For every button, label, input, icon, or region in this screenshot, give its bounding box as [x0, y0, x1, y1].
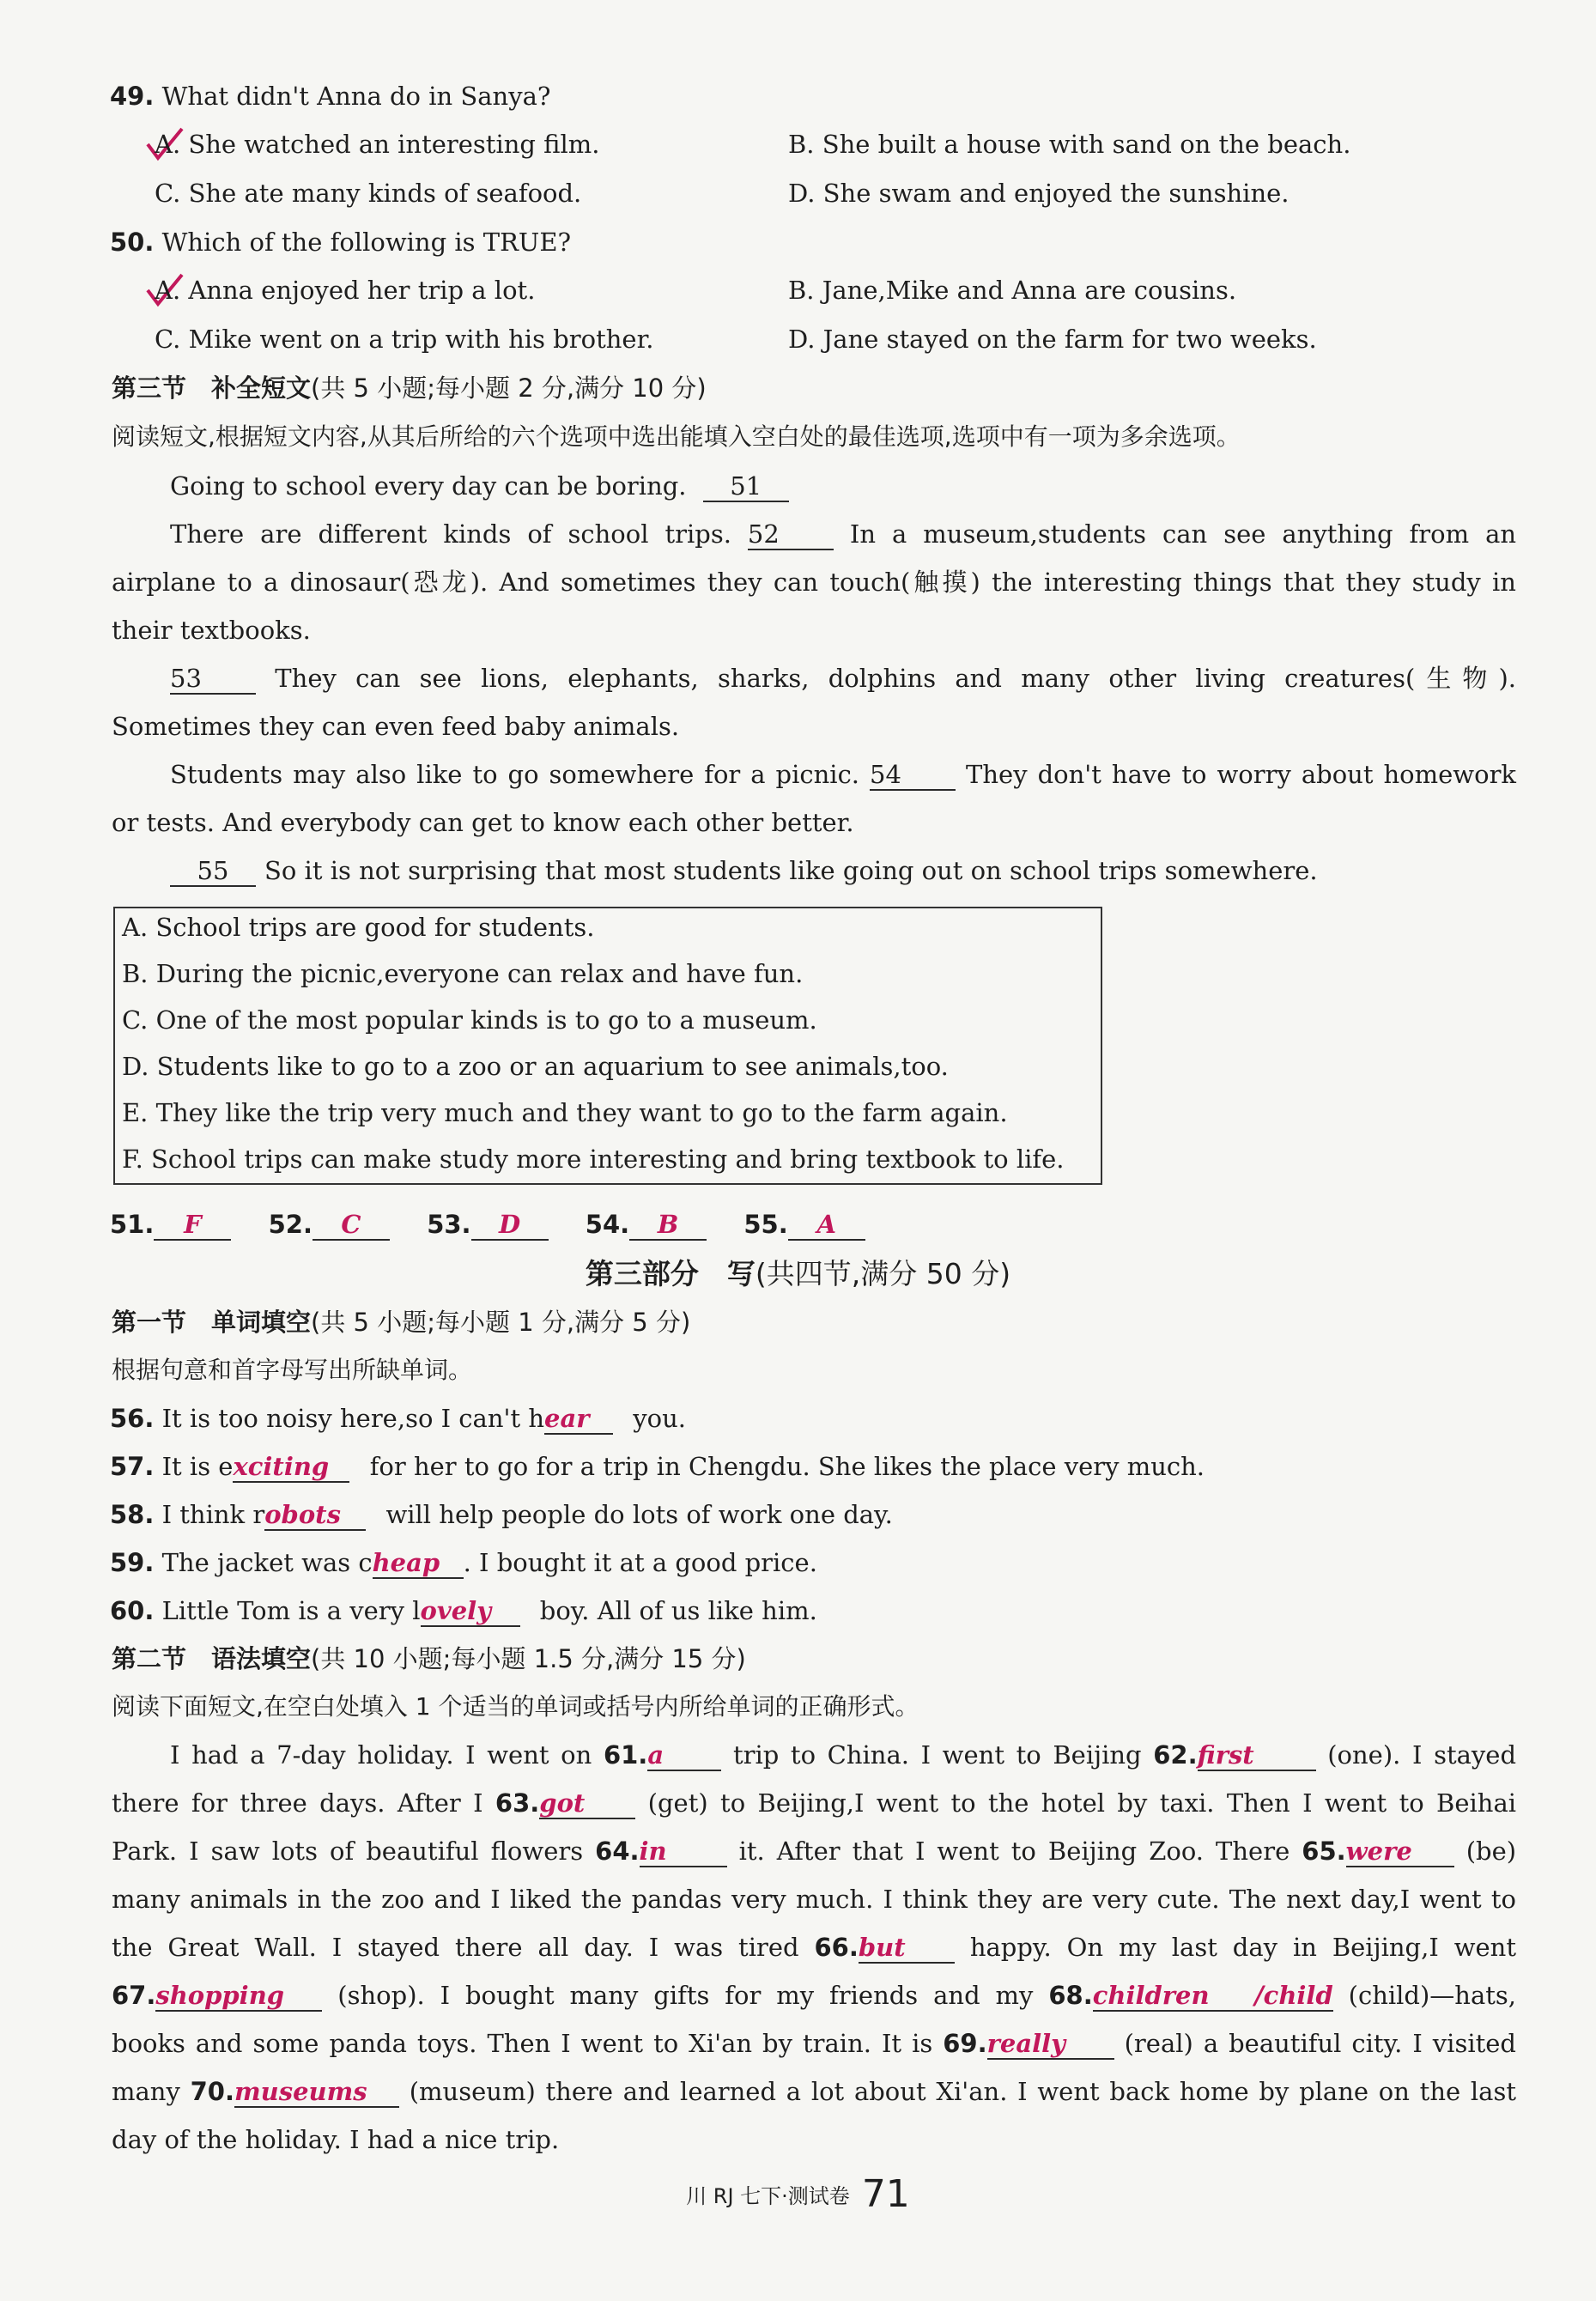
- passage-text: (one). I stayed: [1327, 1740, 1517, 1770]
- answer-row: [110, 1207, 865, 1242]
- question-text: It is too noisy here,so I can't h: [161, 1404, 545, 1433]
- passage-line: or tests. And everybody can get to know each other better.: [112, 808, 854, 837]
- answer-52: C: [313, 1210, 390, 1241]
- option-e: E. They like the trip very much and they want to go to the farm again.: [122, 1098, 1008, 1127]
- answer-62: first: [1198, 1740, 1316, 1771]
- answer-51: F: [154, 1210, 231, 1241]
- passage-text: there for three days. After I: [112, 1788, 483, 1818]
- blank-number: 62.: [1153, 1740, 1198, 1770]
- option-f: F. School trips can make study more interesting and bring textbook to life.: [122, 1144, 1065, 1174]
- answer-59: heap: [373, 1548, 464, 1579]
- answer-54: B: [629, 1210, 707, 1241]
- question-number: 57.: [110, 1452, 155, 1481]
- passage-line: [170, 661, 1516, 695]
- passage-line: airplane to a dinosaur(恐龙). And sometimes they can touch(触摸) the interesting things that they study in: [112, 568, 1516, 597]
- question-number: 50.: [110, 228, 155, 257]
- question-text: will help people do lots of work one day.: [385, 1500, 893, 1529]
- passage-text: (real) a beautiful city. I visited: [1124, 2029, 1516, 2058]
- question-56: [110, 1401, 686, 1436]
- answer-number: 53.: [427, 1210, 471, 1239]
- answer-67: shopping: [155, 1981, 322, 2012]
- blank-number: 70.: [190, 2077, 234, 2106]
- section-note: (共 10 小题;每小题 1.5 分,满分 15 分): [311, 1644, 746, 1673]
- question-59: [110, 1545, 817, 1580]
- blank-number: 67.: [112, 1981, 156, 2010]
- passage-text: (shop). I bought many gifts for my friends and my: [337, 1981, 1034, 2010]
- page-footer: [0, 2172, 1596, 2216]
- blank-52: 52: [748, 519, 834, 550]
- section-note: (共 5 小题;每小题 1 分,满分 5 分): [311, 1308, 691, 1337]
- option-a: A. School trips are good for students.: [122, 913, 595, 942]
- passage-text: I had a 7-day holiday. I went on: [170, 1740, 592, 1770]
- option-c: C. One of the most popular kinds is to go to a museum.: [122, 1005, 817, 1035]
- answer-63: got: [539, 1788, 635, 1819]
- passage-line: [112, 1834, 1516, 1868]
- passage-line: [112, 1978, 1516, 2013]
- passage-text: (child)—hats,: [1348, 1981, 1517, 2010]
- answer-61: a: [647, 1740, 721, 1771]
- blank-number: 65.: [1302, 1837, 1346, 1866]
- question-stem: What didn't Anna do in Sanya?: [161, 82, 551, 111]
- passage-text: (get) to Beijing,I went to the hotel by taxi. Then I went to Beihai: [647, 1788, 1517, 1818]
- answer-60: ovely: [421, 1596, 520, 1627]
- passage-text: many: [112, 2077, 180, 2106]
- blank-54: 54: [870, 760, 956, 791]
- passage-text: Park. I saw lots of beautiful flowers: [112, 1837, 584, 1866]
- passage-text: Students may also like to go somewhere for a picnic.: [170, 760, 860, 789]
- passage-text: happy. On my last day in Beijing,I went: [969, 1933, 1517, 1962]
- question-57: [110, 1449, 1205, 1484]
- answer-number: 55.: [743, 1210, 788, 1239]
- blank-number: 66.: [814, 1933, 859, 1962]
- question-text: It is e: [161, 1452, 234, 1481]
- question-number: 49.: [110, 82, 155, 111]
- passage-text: (museum) there and learned a lot about Xi'an. I went back home by plane on the last: [409, 2077, 1517, 2106]
- question-number: 60.: [110, 1596, 155, 1625]
- passage-text: books and some panda toys. Then I went to Xi'an by train. It is: [112, 2029, 933, 2058]
- blank-53: 53: [170, 664, 256, 695]
- passage-text: So it is not surprising that most students like going out on school trips somewhere.: [264, 856, 1318, 885]
- passage-line: [170, 1738, 1516, 1772]
- option-49-a: A. She watched an interesting film.: [155, 130, 600, 159]
- passage-line: day of the holiday. I had a nice trip.: [112, 2125, 560, 2154]
- section-instruction: 根据句意和首字母写出所缺单词。: [112, 1356, 473, 1384]
- answer-56: ear: [544, 1404, 613, 1435]
- question-number: 56.: [110, 1404, 155, 1433]
- section-title: 第三节 补全短文: [112, 373, 312, 403]
- blank-55: 55: [170, 856, 256, 887]
- option-50-d: D. Jane stayed on the farm for two weeks.: [788, 325, 1317, 354]
- question-text: boy. All of us like him.: [539, 1596, 817, 1625]
- footer-label: 川 RJ 七下·测试卷: [686, 2184, 850, 2208]
- blank-51: 51: [703, 471, 789, 502]
- page-number: 71: [861, 2172, 910, 2216]
- question-text: . I bought it at a good price.: [463, 1548, 817, 1577]
- section-instruction: 阅读短文,根据短文内容,从其后所给的六个选项中选出能填入空白处的最佳选项,选项中有一项为多余选项。: [112, 422, 1241, 451]
- answer-68: children /child: [1092, 1981, 1333, 2010]
- section-heading: [112, 1642, 746, 1676]
- passage-line: [112, 2074, 1516, 2109]
- question-text: The jacket was c: [161, 1548, 373, 1577]
- option-50-b: B. Jane,Mike and Anna are cousins.: [788, 276, 1237, 305]
- option-49-c: C. She ate many kinds of seafood.: [155, 179, 582, 208]
- answer-58: obots: [264, 1500, 366, 1531]
- blank-number: 68.: [1048, 1981, 1093, 2010]
- passage-text: it. After that I went to Beijing Zoo. There: [738, 1837, 1290, 1866]
- question-text: Little Tom is a very l: [161, 1596, 421, 1625]
- question-text: you.: [633, 1404, 686, 1433]
- question-number: 58.: [110, 1500, 155, 1529]
- option-49-d: D. She swam and enjoyed the sunshine.: [788, 179, 1290, 208]
- answer-66: but: [859, 1933, 955, 1964]
- answer-70: museums: [234, 2077, 399, 2108]
- question-text: for her to go for a trip in Chengdu. She likes the place very much.: [369, 1452, 1205, 1481]
- passage-text: There are different kinds of school trips.: [170, 519, 731, 549]
- option-b: B. During the picnic,everyone can relax and have fun.: [122, 959, 804, 988]
- question-number: 59.: [110, 1548, 155, 1577]
- blank-number: 69.: [943, 2029, 987, 2058]
- option-d: D. Students like to go to a zoo or an aquarium to see animals,too.: [122, 1052, 949, 1081]
- section-title: 第二节 语法填空: [112, 1644, 312, 1673]
- question-58: [110, 1497, 893, 1532]
- passage-line: [112, 2026, 1516, 2061]
- question-stem: Which of the following is TRUE?: [161, 228, 572, 257]
- passage-line: [112, 1786, 1516, 1820]
- passage-line: Sometimes they can even feed baby animals.: [112, 712, 680, 741]
- answer-number: 51.: [110, 1210, 155, 1239]
- passage-line: [112, 1930, 1516, 1964]
- answer-65: were: [1346, 1837, 1454, 1867]
- answer-number: 52.: [268, 1210, 313, 1239]
- passage-line: [170, 757, 1516, 792]
- passage-line: [170, 469, 789, 503]
- question-text: I think r: [161, 1500, 265, 1529]
- part-title: [0, 1255, 1596, 1293]
- passage-text: In a museum,students can see anything from an: [849, 519, 1517, 549]
- passage-line: many animals in the zoo and I liked the pandas very much. I think they are very cute. The next day,I went to: [112, 1885, 1516, 1914]
- option-50-a: A. Anna enjoyed her trip a lot.: [155, 276, 536, 305]
- part-title-note: (共四节,满分 50 分): [755, 1257, 1011, 1290]
- section-heading: [112, 371, 707, 405]
- blank-number: 63.: [495, 1788, 540, 1818]
- option-49-b: B. She built a house with sand on the beach.: [788, 130, 1351, 159]
- answer-55: A: [788, 1210, 865, 1241]
- passage-line: [170, 517, 1516, 551]
- passage-line: [170, 853, 1318, 888]
- section-note: (共 5 小题;每小题 2 分,满分 10 分): [311, 373, 707, 403]
- question-50: [110, 225, 571, 259]
- answer-64: in: [640, 1837, 727, 1867]
- answer-number: 54.: [585, 1210, 630, 1239]
- answer-53: D: [471, 1210, 549, 1241]
- blank-number: 61.: [603, 1740, 648, 1770]
- options-box: [113, 907, 1102, 1185]
- passage-text: Going to school every day can be boring.: [170, 471, 687, 501]
- passage-text: They can see lions, elephants, sharks, dolphins and many other living creatures(生物).: [275, 664, 1517, 693]
- passage-text: (be): [1466, 1837, 1517, 1866]
- section-heading: [112, 1305, 690, 1339]
- passage-text: trip to China. I went to Beijing: [732, 1740, 1142, 1770]
- option-50-c: C. Mike went on a trip with his brother.: [155, 325, 654, 354]
- question-49: [110, 79, 550, 113]
- passage-text: They don't have to worry about homework: [966, 760, 1517, 789]
- passage-line: their textbooks.: [112, 616, 311, 645]
- section-title: 第一节 单词填空: [112, 1308, 312, 1337]
- question-60: [110, 1594, 817, 1628]
- blank-number: 64.: [595, 1837, 640, 1866]
- answer-69: really: [987, 2029, 1114, 2060]
- section-instruction: 阅读下面短文,在空白处填入 1 个适当的单词或括号内所给单词的正确形式。: [112, 1692, 919, 1721]
- answer-57: xciting: [233, 1452, 349, 1483]
- part-title-text: 第三部分 写: [585, 1257, 756, 1290]
- passage-text: the Great Wall. I stayed there all day. I was tired: [112, 1933, 799, 1962]
